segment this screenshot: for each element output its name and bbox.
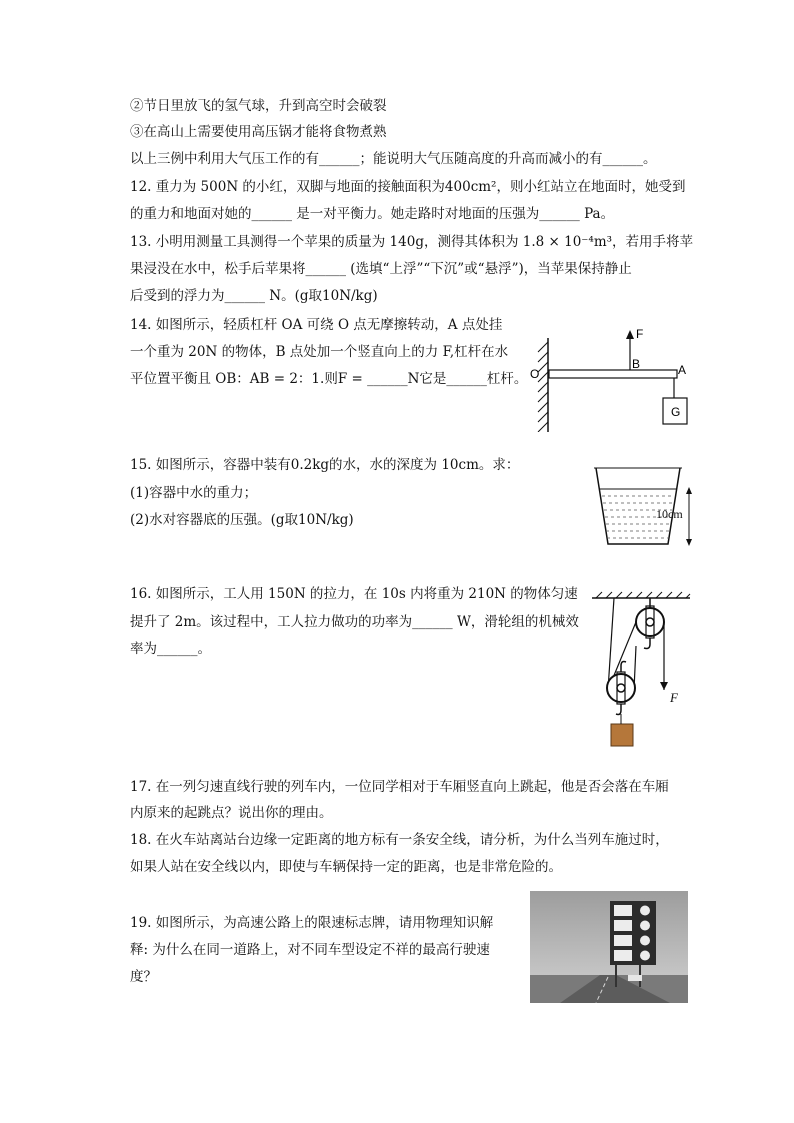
lever-label-f: F [636,327,644,341]
question-16-line-1: 16. 如图所示，工人用 150N 的拉力，在 10s 内将重为 210N 的物体匀速 [130,586,578,602]
lever-label-o: O [530,367,540,381]
question-15-line-1: 15. 如图所示，容器中装有0.2kg的水，水的深度为 10cm。求： [130,457,520,473]
question-17-line-2: 内原来的起跳点？说出你的理由。 [130,805,333,821]
speed-limit-sign-photo [530,891,688,1003]
container-depth-label: 10cm [656,507,683,521]
lever-figure [522,320,702,432]
question-16-line-2: 提升了 2m。该过程中，工人拉力做功的功率为______ W，滑轮组的机械效 [130,614,579,630]
question-14-line-1: 14. 如图所示，轻质杠杆 OA 可绕 O 点无摩擦转动，A 点处挂 [130,317,503,333]
question-12-line-2: 的重力和地面对她的______ 是一对平衡力。她走路时对地面的压强为______ Pa。 [130,206,615,222]
question-15-line-3: (2)水对容器底的压强。(g取10N/kg) [130,512,354,528]
lever-label-a: A [678,363,687,377]
question-12-line-1: 12. 重力为 500N 的小红，双脚与地面的接触面积为400cm²，则小红站立在地面时，她受到 [130,179,686,195]
question-15-line-2: (1)容器中水的重力； [130,485,258,501]
question-19-line-1: 19. 如图所示，为高速公路上的限速标志牌，请用物理知识解 [130,915,494,931]
pulley-label-f: F [670,690,678,705]
question-19-line-2: 释: 为什么在同一道路上，对不同车型设定不祥的最高行驶速 [130,942,490,958]
lever-label-g: G [671,405,681,419]
question-18-line-2: 如果人站在安全线以内，即使与车辆保持一定的距离，也是非常危险的。 [130,859,562,875]
question-14-line-2: 一个重为 20N 的物体，B 点处加一个竖直向上的力 F,杠杆在水 [130,344,509,360]
pulley-figure [590,590,694,752]
text-line-2: ③在高山上需要使用高压锅才能将食物煮熟 [130,124,387,140]
question-13-line-1: 13. 小明用测量工具测得一个苹果的质量为 140g，测得其体积为 1.8 × 10⁻⁴m³，若用手将苹 [130,234,694,250]
container-figure [592,462,702,550]
text-line-3: 以上三例中利用大气压工作的有______；能说明大气压随高度的升高而减小的有______。 [130,151,657,167]
question-13-line-3: 后受到的浮力为______ N。(g取10N/kg) [130,288,378,304]
question-13-line-2: 果浸没在水中，松手后苹果将______ (选填“上浮”“下沉”或“悬浮”)，当苹果保持静止 [130,261,632,277]
question-16-line-3: 率为______。 [130,641,211,657]
question-18-line-1: 18. 在火车站离站台边缘一定距离的地方标有一条安全线，请分析，为什么当列车施过时， [130,832,669,848]
lever-label-b: B [632,357,641,371]
question-17-line-1: 17. 在一列匀速直线行驶的列车内，一位同学相对于车厢竖直向上跳起，他是否会落在车厢 [130,779,669,795]
text-line-1: ②节日里放飞的氢气球，升到高空时会破裂 [130,98,387,114]
question-19-line-3: 度？ [130,969,157,985]
question-14-line-3: 平位置平衡且 OB：AB = 2：1.则F = ______N它是______杠杆。 [130,371,528,387]
